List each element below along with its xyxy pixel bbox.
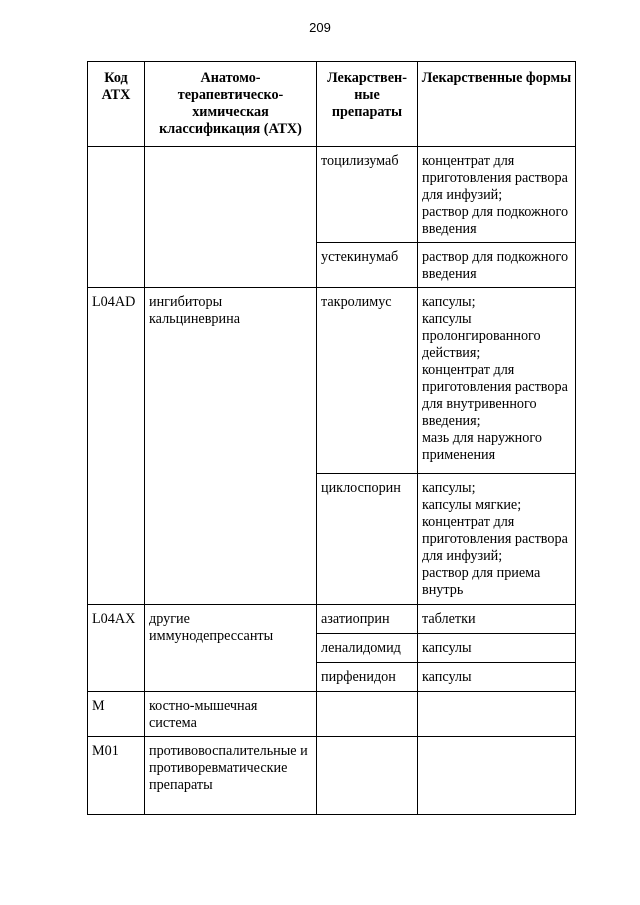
table-header-row (88, 62, 576, 147)
code-cell: M01 (88, 737, 145, 815)
classification-cell: костно-мышечная система (145, 692, 317, 737)
drug-cell (317, 692, 418, 737)
classification-cell: другие иммунодепрессанты (145, 605, 317, 692)
classification-cell (145, 147, 317, 288)
header-classification: Анатомо- терапевтическо- химическая классификация (АТХ) (145, 62, 317, 147)
drug-cell: циклоспорин (317, 474, 418, 605)
code-cell: L04AD (88, 288, 145, 605)
table-row (88, 605, 576, 634)
drug-cell: леналидомид (317, 634, 418, 663)
table-row (88, 147, 576, 243)
forms-cell (418, 692, 576, 737)
header-code: Код АТХ (88, 62, 145, 147)
code-cell (88, 147, 145, 288)
code-cell: L04AX (88, 605, 145, 692)
classification-cell: противовоспалительные и противоревматические препараты (145, 737, 317, 815)
forms-cell: концентрат для приготовления раствора для инфузий; раствор для подкожного введения (418, 147, 576, 243)
header-drugs: Лекарствен- ные препараты (317, 62, 418, 147)
drug-cell: пирфенидон (317, 663, 418, 692)
atx-table (87, 61, 576, 815)
table-row (88, 692, 576, 737)
code-cell: M (88, 692, 145, 737)
drug-cell: такролимус (317, 288, 418, 474)
header-forms: Лекарственные формы (418, 62, 576, 147)
page-number: 209 (309, 20, 331, 35)
forms-cell: капсулы (418, 634, 576, 663)
forms-cell: капсулы; капсулы пролонгированного действия; концентрат для приготовления раствора для внутривенного введения; мазь для наружного применения (418, 288, 576, 474)
table-row (88, 737, 576, 815)
forms-cell: капсулы (418, 663, 576, 692)
drug-cell: тоцилизумаб (317, 147, 418, 243)
classification-cell: ингибиторы кальциневрина (145, 288, 317, 605)
forms-cell: раствор для подкожного введения (418, 243, 576, 288)
drug-cell: азатиоприн (317, 605, 418, 634)
drug-cell: устекинумаб (317, 243, 418, 288)
table-row (88, 288, 576, 474)
forms-cell (418, 737, 576, 815)
drug-cell (317, 737, 418, 815)
forms-cell: капсулы; капсулы мягкие; концентрат для приготовления раствора для инфузий; раствор для приема внутрь (418, 474, 576, 605)
forms-cell: таблетки (418, 605, 576, 634)
